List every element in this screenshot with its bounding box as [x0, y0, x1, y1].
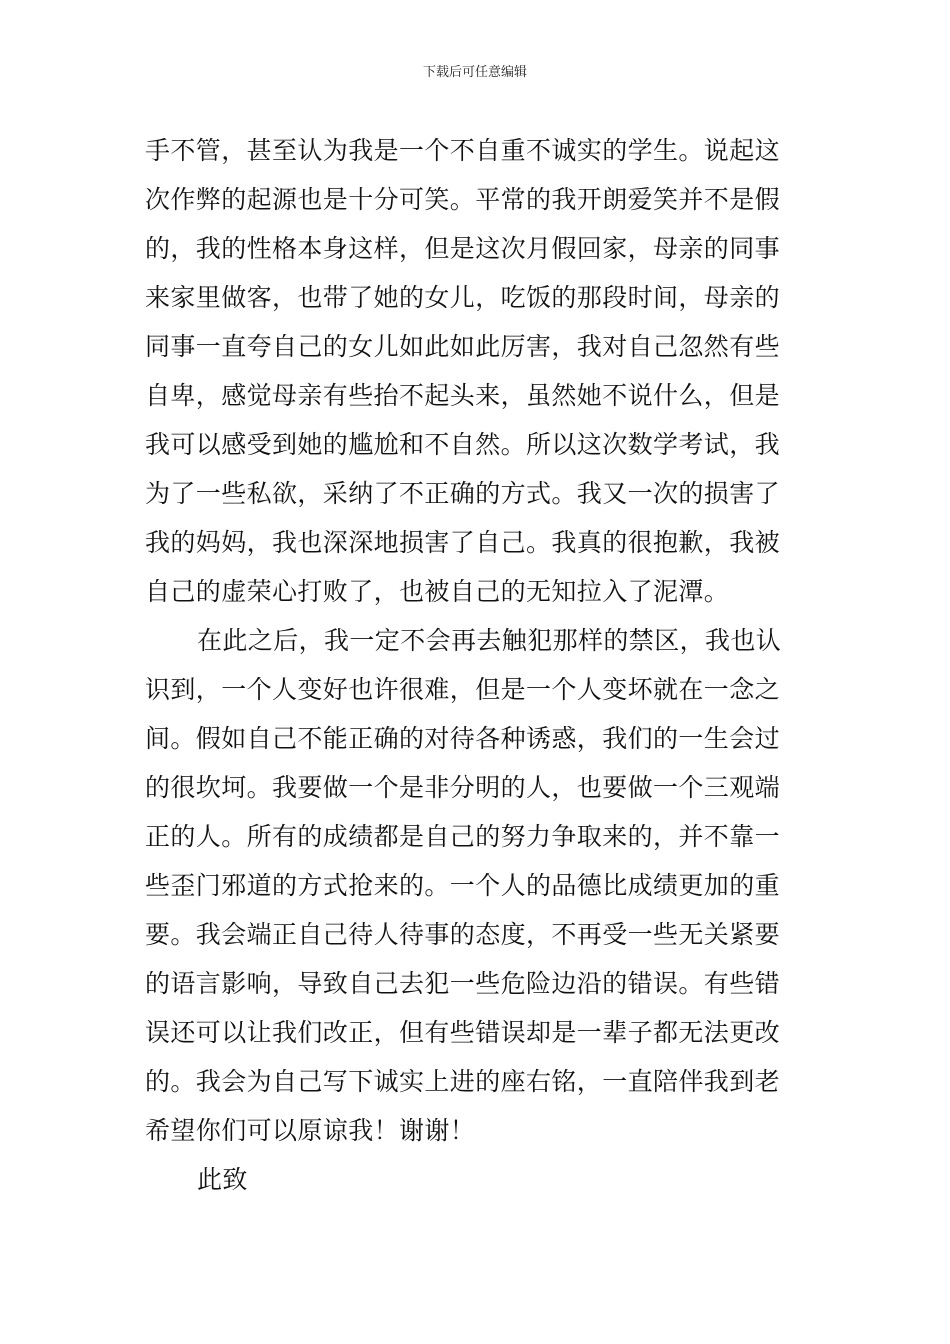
text-line: 的，我的性格本身这样，但是这次月假回家，母亲的同事 [145, 234, 781, 263]
text-line: 正的人。所有的成绩都是自己的努力争取来的，并不靠一 [145, 822, 781, 851]
text-line: 来家里做客，也带了她的女儿，吃饭的那段时间，母亲的 [145, 283, 781, 312]
text-line: 的。我会为自己写下诚实上进的座右铭，一直陪伴我到老 [145, 1067, 781, 1096]
page-header-note: 下载后可任意编辑 [422, 65, 527, 80]
text-line: 的语言影响，导致自己去犯一些危险边沿的错误。有些错 [145, 969, 781, 998]
text-line: 手不管，甚至认为我是一个不自重不诚实的学生。说起这 [145, 136, 781, 165]
closing-salutation: 此致 [197, 1165, 248, 1194]
paragraph-1 [145, 126, 811, 616]
text-line: 次作弊的起源也是十分可笑。平常的我开朗爱笑并不是假 [145, 185, 781, 214]
text-line: 自己的虚荣心打败了，也被自己的无知拉入了泥潭。 [145, 577, 730, 606]
letter-body [145, 126, 811, 1204]
text-line: 同事一直夸自己的女儿如此如此厉害，我对自己忽然有些 [145, 332, 781, 361]
text-line: 的很坎坷。我要做一个是非分明的人，也要做一个三观端 [145, 773, 781, 802]
text-line: 要。我会端正自己待人待事的态度，不再受一些无关紧要 [145, 920, 781, 949]
text-line: 在此之后，我一定不会再去触犯那样的禁区，我也认 [197, 626, 782, 655]
text-line: 识到，一个人变好也许很难，但是一个人变坏就在一念之 [145, 675, 781, 704]
text-line: 自卑，感觉母亲有些抬不起头来，虽然她不说什么，但是 [145, 381, 781, 410]
text-line: 我可以感受到她的尴尬和不自然。所以这次数学考试，我 [145, 430, 781, 459]
text-line: 些歪门邪道的方式抢来的。一个人的品德比成绩更加的重 [145, 871, 781, 900]
paragraph-2 [145, 616, 811, 1155]
text-line: 间。假如自己不能正确的对待各种诱惑，我们的一生会过 [145, 724, 781, 753]
text-line: 为了一些私欲，采纳了不正确的方式。我又一次的损害了 [145, 479, 781, 508]
text-line: 误还可以让我们改正，但有些错误却是一辈子都无法更改 [145, 1018, 781, 1047]
text-line: 我的妈妈，我也深深地损害了自己。我真的很抱歉，我被 [145, 528, 781, 557]
text-line: 希望你们可以原谅我！谢谢！ [145, 1116, 476, 1145]
